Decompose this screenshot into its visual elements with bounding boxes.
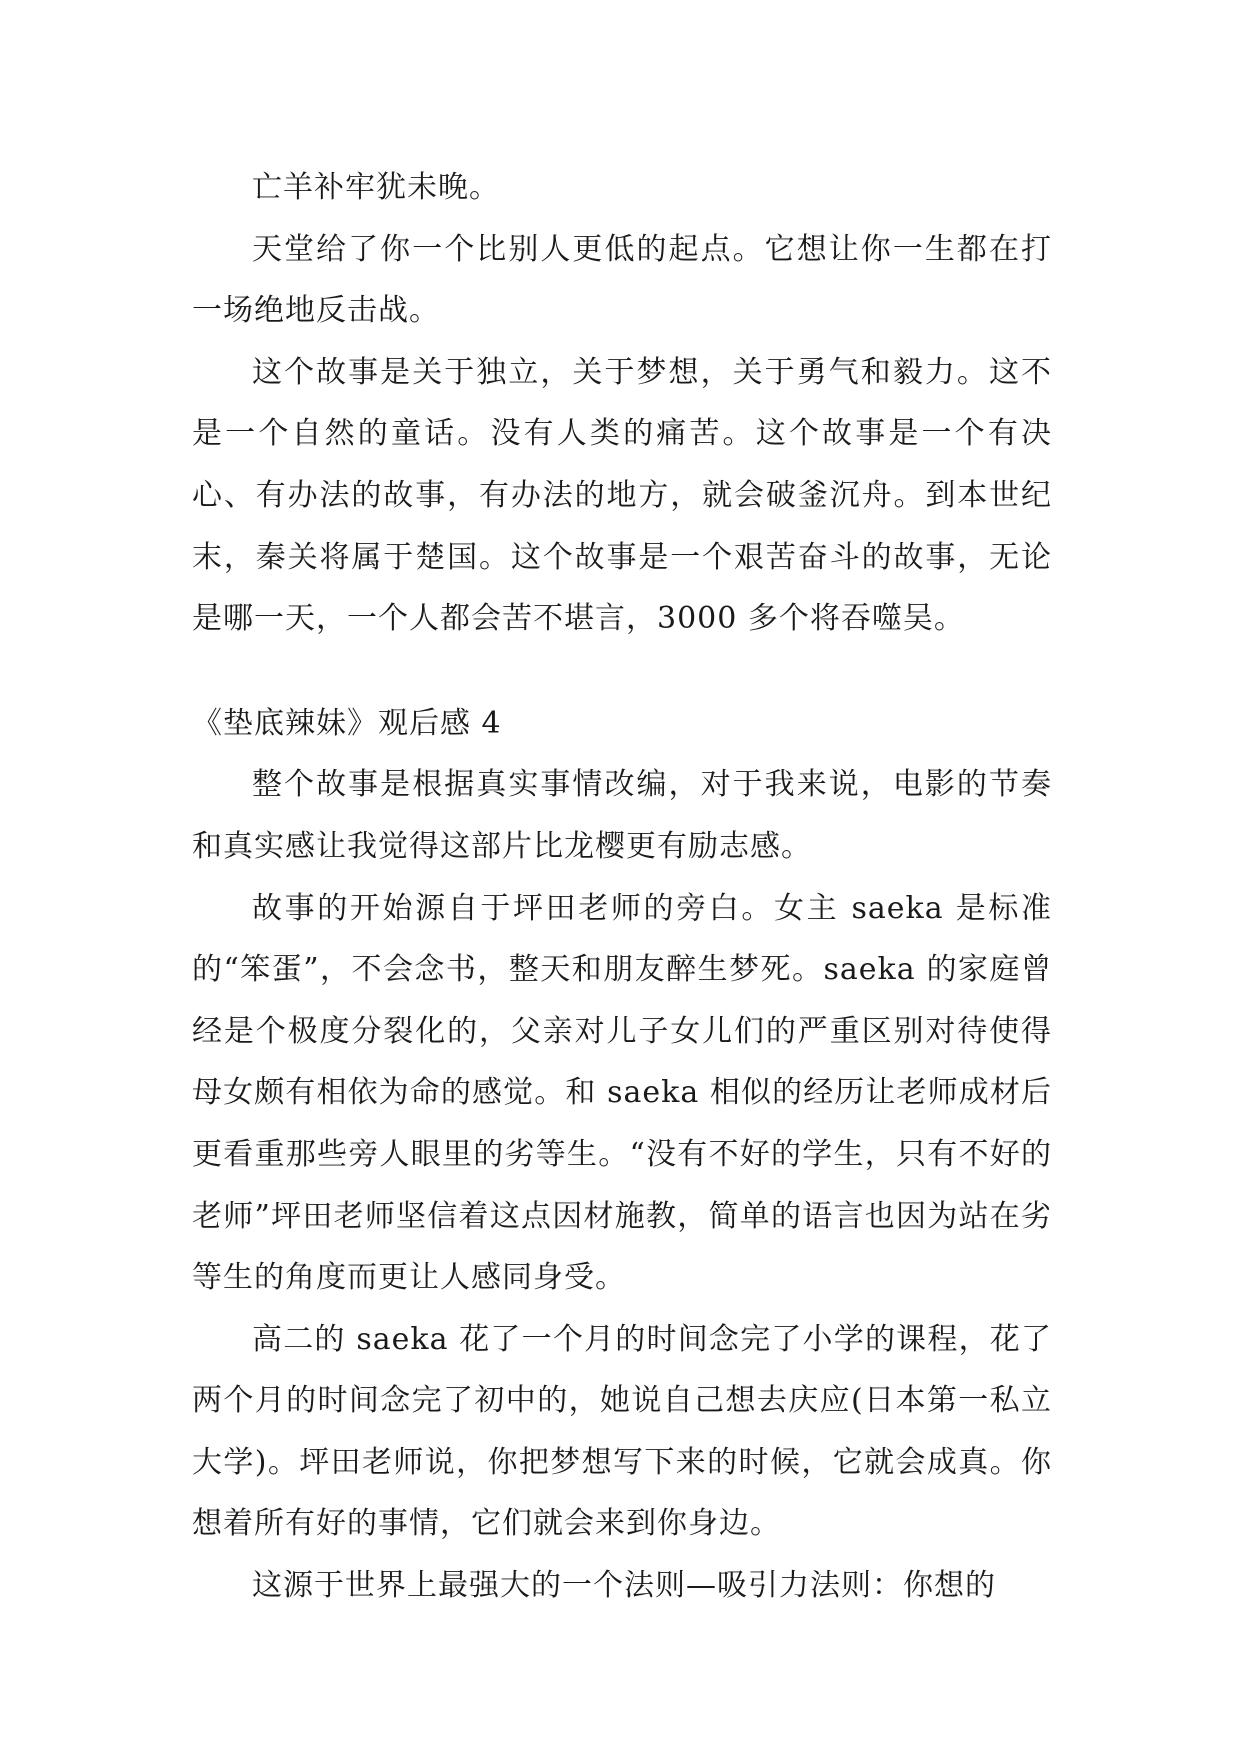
paragraph: 高二的 saeka 花了一个月的时间念完了小学的课程，花了两个月的时间念完了初中的，她说自己想去庆应(日本第一私立大学)。坪田老师说，你把梦想写下来的时候，它就会成真。你想着所有好的事情，它们就会来到你身边。 [192,1321,1052,1542]
section-heading: 《垫底辣妹》观后感 4 [192,705,502,741]
document-page [192,157,1052,1617]
paragraph: 故事的开始源自于坪田老师的旁白。女主 saeka 是标准的“笨蛋”，不会念书，整天和朋友醉生梦死。saeka 的家庭曾经是个极度分裂化的，父亲对儿子女儿们的严重区别对待使得母女颇有相依为命的感觉。和 saeka 相似的经历让老师成材后更看重那些旁人眼里的劣等生。“没有不好的学生，只有不好的老师”坪田老师坚信着这点因材施教，简单的语言也因为站在劣等生的角度而更让人感同身受。 [192,890,1052,1296]
paragraph: 整个故事是根据真实事情改编，对于我来说，电影的节奏和真实感让我觉得这部片比龙樱更有励志感。 [192,767,1052,864]
paragraph: 这源于世界上最强大的一个法则—吸引力法则：你想的 [252,1568,996,1604]
paragraph: 这个故事是关于独立，关于梦想，关于勇气和毅力。这不是一个自然的童话。没有人类的痛苦。这个故事是一个有决心、有办法的故事，有办法的地方，就会破釜沉舟。到本世纪末，秦关将属于楚国。这个故事是一个艰苦奋斗的故事，无论是哪一天，一个人都会苦不堪言，3000 多个将吞噬吴。 [192,354,1052,637]
paragraph: 亡羊补牢犹未晚。 [252,170,500,205]
paragraph: 天堂给了你一个比别人更低的起点。它想让你一生都在打一场绝地反击战。 [192,231,1052,329]
